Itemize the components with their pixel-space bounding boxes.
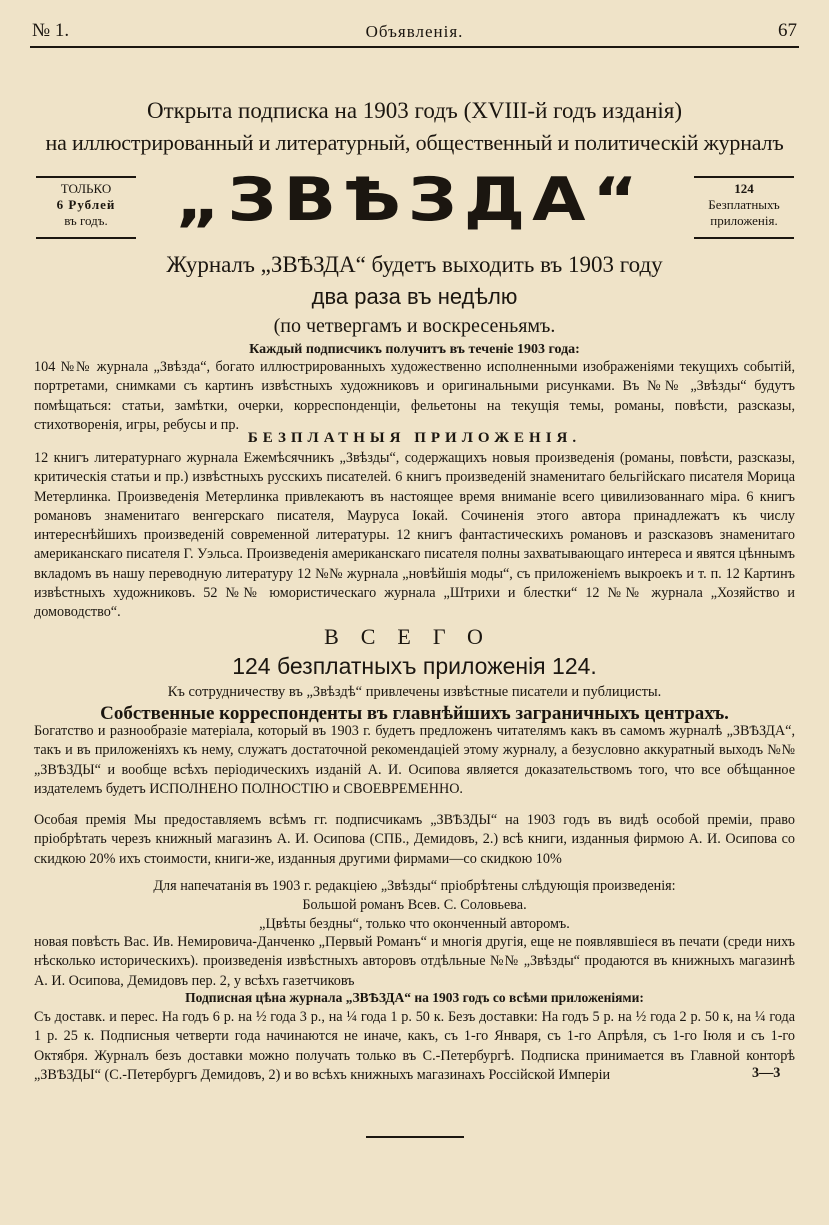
free-supplements-heading: БЕЗПЛАТНЫЯ ПРИЛОЖЕНІЯ. [247, 430, 582, 446]
collaborators-line: Къ сотрудничеству въ „Звѣздѣ“ привлечены извѣстные писатели и публицисты. [167, 684, 662, 700]
supplements-box [694, 176, 794, 239]
price-box-line2: 6 Рублей [56, 197, 116, 212]
supplements-box-line1: 124 [734, 181, 754, 196]
correspondents-line: Собственные корреспонденты въ главнѣйшихъ заграничныхъ центрахъ. [100, 703, 729, 724]
subscriber-intro: Каждый подписчикъ получитъ въ теченіе 1903 года: [249, 342, 580, 357]
header-rule [30, 46, 799, 48]
price-box [36, 176, 136, 239]
novel-line: Большой романъ Всев. С. Соловьева. [302, 897, 527, 913]
price-heading: Подписная цѣна журнала „ЗВѢЗДА“ на 1903 годъ со всѣми приложеніями: [185, 990, 644, 1005]
issues-paragraph: 104 №№ журнала „Звѣзда“, богато иллюстрированныхъ художественно исполненными изображеніями текущихъ событій, портретами, снимками съ картинъ извѣстныхъ художниковъ и оригинальными рисунками. Въ №№ „Звѣзды“ будутъ помѣщаться: статьи, замѣтки, очерки, корреспонденціи, фельетоны на текущія темы, романы, повѣсти, разсказы, стихотворенія, игры, ребусы и пр. [34, 359, 795, 433]
journal-logo: „ЗВѢЗДА“ [175, 165, 645, 235]
supplements-box-line2: Безплатныхъ [708, 197, 780, 212]
page-number: 67 [778, 20, 797, 41]
total-heading: ВСЕГО [324, 624, 505, 649]
price-box-line3: въ годъ. [64, 213, 108, 228]
announcement-line2: два раза въ недѣлю [311, 284, 518, 309]
section-title: Объявленія. [365, 22, 464, 41]
page-header [32, 20, 797, 44]
issue-number: № 1. [32, 20, 70, 41]
journal-description: на иллюстрированный и литературный, общественный и политическій журналъ [45, 130, 784, 155]
material-paragraph: Богатство и разнообразіе матеріала, который въ 1903 г. будетъ предложенъ читателямъ какъ въ самомъ журналѣ „ЗВѢЗДА“, такъ и въ приложеніяхъ къ нему, служатъ достаточной рекомендаціей этому журналу, а безусловно аккуратный выходъ №№ „ЗВѢЗДЫ“ и вообще всѣхъ періодическихъ изданій А. И. Осипова является доказательствомъ того, что все обѣщанное издателемъ будетъ ИСПОЛНЕНО ПОЛНОСТІЮ и СВОЕВРЕМЕННО. [34, 723, 795, 797]
subscription-title: Открыта подписка на 1903 годъ (XVIII-й годъ изданія) [146, 98, 683, 123]
supplements-paragraph: 12 книгъ литературнаго журнала Ежемѣсячникъ „Звѣзды“, содержащихъ новыя произведенія (романы, повѣсти, разсказы, критическія статьи и пр.) извѣстныхъ русскихъ писателей. 6 книгъ произведеній знаменитаго бельгійскаго писателя Морица Метерлинка. Произведенія Метерлинка привлекаютъ въ настоящее время вниманіе всего цивилизованнаго міра. 6 книгъ романовъ знаменитаго венгерскаго писателя, Мауруса Іокай. Сочиненія этого автора принадлежатъ къ числу интереснѣйшихъ произведеній современной литературы. 12 книгъ фантастическихъ романовъ и разсказовъ знаменитаго американскаго писателя Г. Уэльса. Произведенія американскаго писателя полны захватывающаго интереса и явятся цѣннымъ вкладомъ въ нашу переводную литературу 12 №№ журнала „новѣйшія моды“, съ приложеніемъ выкроекъ и т. п. 12 Картинъ извѣстныхъ художниковъ. 52 №№ юмористическаго журнала „Штрихи и блестки“ 12 №№ журнала „Хозяйство и домоводство“. [34, 450, 796, 621]
premium-paragraph: Особая премія Мы предоставляемъ всѣмъ гг. подписчикамъ „ЗВѢЗДЫ“ на 1903 годъ въ видѣ особой преміи, право пріобрѣтать черезъ книжный магазинъ А. И. Осипова (СПБ., Демидовъ, 2.) всѣ книги, изданныя фирмою А. И. Осипова со скидкою 20% ихъ стоимости, книги-же, изданныя другими фирмами—со скидкою 10% [34, 812, 795, 867]
price-paragraph: Съ доставк. и перес. На годъ 6 р. на ½ года 3 р., на ¼ года 1 р. 50 к. Безъ доставки: На годъ 5 р. на ½ года 2 р. 50 к, на ¼ года 1 р. 25 к. Подписныя четверти года начинаются не иначе, какъ, съ 1-го Января, съ 1-го Апрѣля, съ 1-го Іюля и съ 1-го Октября. Журналъ безъ доставки можно получать только въ С.-Петербургѣ. Подписка принимается въ Главной конторѣ „ЗВѢЗДЫ“ (С.-Петербургъ Демидовъ, 2) и во всѣхъ книжныхъ магазинахъ Россійской Имперіи [34, 1009, 795, 1083]
announcement-line3: (по четвергамъ и воскресеньямъ. [273, 315, 556, 337]
acquired-works-line: Для напечатанія въ 1903 г. редакціею „Звѣзды“ пріобрѣтены слѣдующія произведенія: [153, 878, 676, 894]
bottom-rule [366, 1136, 464, 1138]
total-line: 124 безплатныхъ приложенія 124. [232, 653, 597, 679]
price-box-line1: ТОЛЬКО [60, 181, 112, 196]
flowers-line: „Цвѣты бездны“, только что оконченный авторомъ. [259, 916, 570, 932]
issue-mark: 3—3 [748, 1065, 780, 1082]
new-works-paragraph: новая повѣсть Вас. Ив. Немировича-Данченко „Первый Романъ“ и многія другія, еще не появлявшіеся въ печати (среди нихъ нѣсколько историческихъ). произведенія извѣстныхъ авторовъ отдѣльные №№ „Звѣзды“ продаются въ книжныхъ магазинѣ А. И. Осипова, Демидовъ пер. 2, у всѣхъ газетчиковъ [34, 934, 795, 989]
supplements-box-line3: приложенія. [710, 213, 778, 228]
announcement-line1: Журналъ „ЗВѢЗДА“ будетъ выходить въ 1903 году [166, 252, 663, 277]
